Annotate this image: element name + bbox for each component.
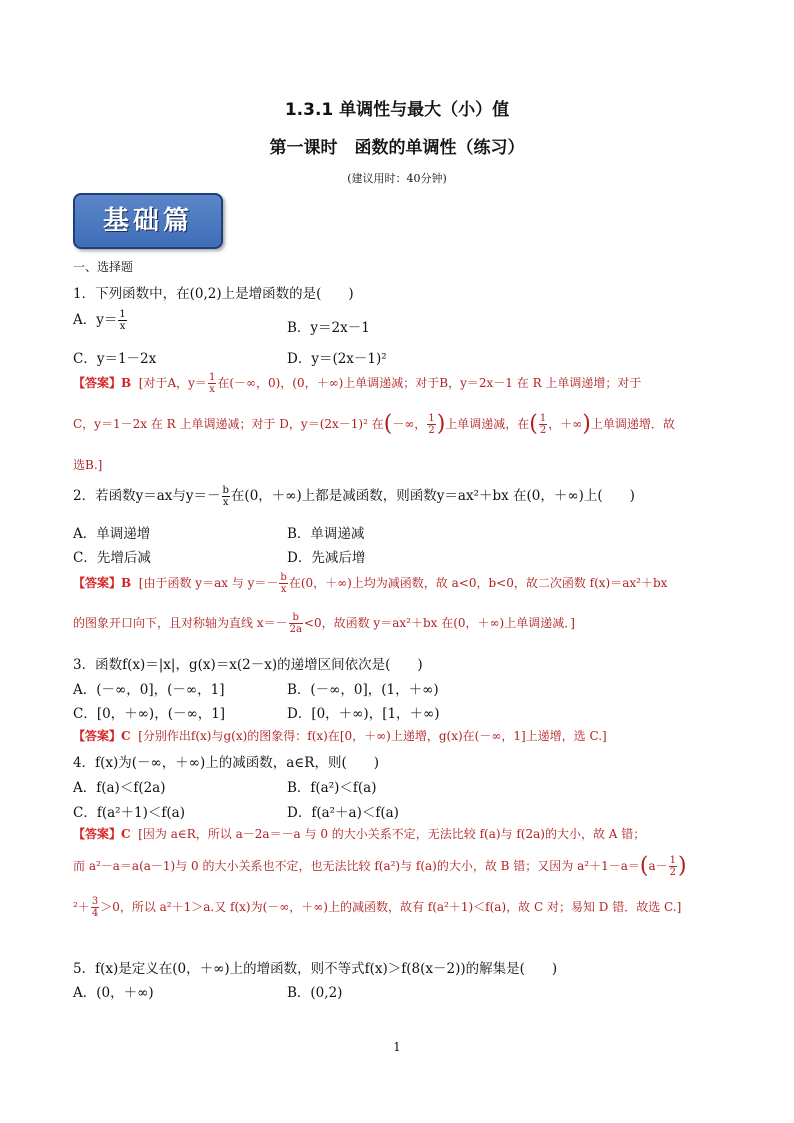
- q3-option-b: B．(－∞，0]，(1，＋∞): [287, 682, 439, 698]
- q4-option-d: D．f(a²＋a)＜f(a): [287, 805, 399, 821]
- q1-option-d: D．y＝(2x－1)²: [287, 351, 387, 367]
- q1-answer-line2: C，y＝1－2x 在 R 上单调递减；对于 D，y＝(2x－1)² 在(－∞， $\frac{1}{2}$ )上单调递减，在( $\frac{1}{2}$ ，＋∞)上单调递增．故: [73, 411, 675, 437]
- q2-option-c: C．先增后减: [73, 550, 151, 566]
- q2-answer-line1: 【答案】B [由于函数 y＝ax 与 y＝－ $\frac{b}{x}$ 在(0，＋∞)上均为减函数，故 a<0，b<0，故二次函数 f(x)＝ax²＋bx: [73, 572, 668, 595]
- fraction: $\frac{1}{x}$: [119, 309, 126, 332]
- document-subtitle: 第一课时 函数的单调性（练习）: [269, 138, 525, 158]
- document-title: 1.3.1 单调性与最大（小）值: [284, 100, 510, 120]
- q4-stem: 4．f(x)为(－∞，＋∞)上的减函数，a∈R，则( ): [73, 755, 379, 771]
- q4-answer-line2: 而 a²－a＝a(a－1)与 0 的大小关系也不定，也无法比较 f(a²)与 f(a)的大小，故 B 错；又因为 a²＋1－a＝(a－ $\frac{1}{2}$ ): [73, 853, 687, 879]
- q3-stem: 3．函数f(x)＝|x|，g(x)＝x(2－x)的递增区间依次是( ): [73, 657, 423, 673]
- q1-option-c: C．y＝1－2x: [73, 351, 157, 367]
- q4-answer-line3: ²＋ $\frac{3}{4}$ ＞0，所以 a²＋1＞a.又 f(x)为(－∞，＋∞)上的减函数，故有 f(a²＋1)＜f(a)，故 C 对；易知 D 错．故选 C.]: [73, 896, 682, 919]
- q4-answer-line1: 【答案】C [因为 a∈R，所以 a－2a＝－a 与 0 的大小关系不定，无法比较 f(a)与 f(2a)的大小，故 A 错；: [73, 827, 646, 841]
- q3-option-a: A．(－∞，0]，(－∞，1]: [73, 682, 225, 698]
- q3-answer: 【答案】C [分别作出f(x)与g(x)的图象得：f(x)在[0，＋∞)上递增，g(x)在(－∞，1]上递增，选 C.]: [73, 729, 607, 743]
- q1-option-a: A．y＝ $\frac{1}{x}$: [73, 309, 126, 332]
- q2-option-a: A．单调递增: [73, 526, 151, 542]
- q5-option-b: B．(0,2): [287, 985, 343, 1001]
- time-note: (建议用时：40分钟): [347, 172, 447, 185]
- q1-stem: 1．下列函数中，在(0,2)上是增函数的是( ): [73, 286, 354, 302]
- q2-option-b: B．单调递减: [287, 526, 365, 542]
- q1-option-b: B．y＝2x－1: [287, 320, 370, 336]
- q3-option-c: C．[0，＋∞)，(－∞，1]: [73, 706, 226, 722]
- q4-option-b: B．f(a²)＜f(a): [287, 780, 377, 796]
- q3-option-d: D．[0，＋∞)，[1，＋∞): [287, 706, 440, 722]
- section-heading: 一、选择题: [73, 260, 134, 274]
- q4-option-c: C．f(a²＋1)＜f(a): [73, 805, 185, 821]
- q2-stem: 2．若函数y＝ax与y＝－ $\frac{b}{x}$ 在(0，＋∞)上都是减函数，则函数y＝ax²＋bx 在(0，＋∞)上( ): [73, 485, 635, 508]
- section-banner-label: 基础篇: [102, 206, 193, 236]
- q5-option-a: A．(0，＋∞): [73, 985, 154, 1001]
- q1-answer-line3: 选B.]: [73, 458, 103, 472]
- q4-option-a: A．f(a)＜f(2a): [73, 780, 166, 796]
- section-banner: [73, 193, 223, 249]
- q2-answer-line2: 的图象开口向下，且对称轴为直线 x＝－ $\frac{b}{2a}$ <0，故函数 y＝ax²＋bx 在(0，＋∞)上单调递减．]: [73, 612, 575, 635]
- q5-stem: 5．f(x)是定义在(0，＋∞)上的增函数，则不等式f(x)＞f(8(x－2))的解集是( ): [73, 961, 558, 977]
- q2-option-d: D．先减后增: [287, 550, 366, 566]
- q1-answer-line1: 【答案】B [对于A，y＝ $\frac{1}{x}$ 在(－∞，0)，(0，＋∞)上单调递减；对于B，y＝2x－1 在 R 上单调递增；对于: [73, 372, 642, 395]
- page-number: 1: [393, 1040, 401, 1054]
